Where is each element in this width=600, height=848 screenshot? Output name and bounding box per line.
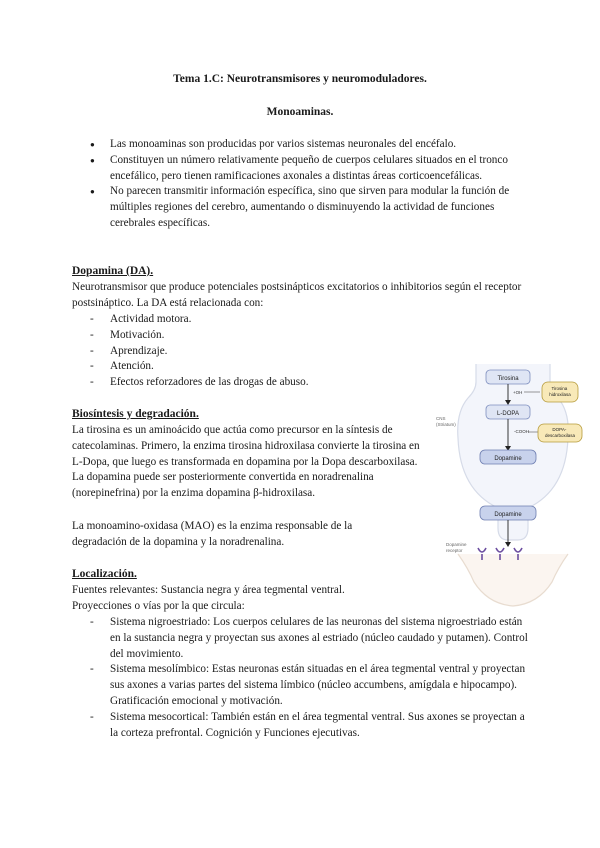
enzyme2-label: DOPA- descarboxilasa [544,427,576,438]
cns-label: CNS (Striatum) [436,416,456,427]
dopamina-item: - Aprendizaje. [90,344,410,360]
dopamina-heading: Dopamina (DA). [72,265,154,277]
ldopa-label: L-DOPA [497,411,519,417]
localizacion-line2: Proyecciones o vías por la que circula: [72,600,245,612]
pathway-item: - Sistema mesocortical: También están en el área tegmental ventral. Sus axones se proyectan a la corteza prefrontal. Cognición y Funciones ejecutivas. [90,710,530,742]
receptor-icon [514,548,522,552]
intro-bullet: ● Las monoaminas son producidas por varios sistemas neuronales del encéfalo. [90,137,520,153]
localizacion-heading: Localización. [72,568,137,580]
postsynaptic-membrane [458,554,568,606]
dopamina-item: - Actividad motora. [90,312,410,328]
biosintesis-text: La tirosina es un aminoácido que actúa como precursor en la síntesis de catecolaminas. Primero, la enzima tirosina hidroxilasa convierte la tirosina en L-Dopa, que luego es transformada en dopamina por la Dopa descarboxilasa. La dopamina puede ser posteriormente convertida en noradrenalina (norepinefrina) por la enzima dopamina β-hidroxilasa. [72,424,420,500]
oh-label: +OH [513,390,523,395]
pathway-item: - Sistema mesolímbico: Estas neuronas están situadas en el área tegmental ventral y proyectan sus axones a varias partes del sistema límbico (núcleo accumbens, amígdala e hipocampo). Gratificación emocional y motivación. [90,662,530,709]
pathway-item: - Sistema nigroestriado: Los cuerpos celulares de las neuronas del sistema nigroestriado están en la sustancia negra y proyectan sus axones al estriado (núcleo caudado y putamen). Control del movimiento. [90,615,530,662]
mao-text: La monoamino-oxidasa (MAO) es la enzima responsable de la degradación de la dopamina y la noradrenalina. [72,520,353,548]
receptor-icon [496,548,504,552]
intro-bullet-list [90,137,520,232]
enzyme1-label: Tirosina hidroxilasa [549,386,571,397]
vesicle-label: Dopamine [494,512,522,518]
dopamine-synthesis-diagram [428,360,600,610]
tirosina-label: Tirosina [497,376,519,382]
arrowhead [505,542,511,547]
dopamina-item: - Efectos reforzadores de las drogas de abuso. [90,375,410,391]
dopamina-item: - Atención. [90,359,410,375]
intro-bullet: ● No parecen transmitir información específica, sino que sirven para modular la función de múltiples regiones del cerebro, aumentando o disminuyendo la actividad de funciones cerebrales específicas. [90,184,520,231]
page-title: Tema 1.C: Neurotransmisores y neuromoduladores. [173,73,427,85]
biosintesis-heading: Biosíntesis y degradación. [72,408,199,420]
localizacion-list [90,615,530,741]
dopamina-text: Neurotransmisor que produce potenciales postsinápticos excitatorios o inhibitorios según el receptor postsináptico. La DA está relacionada con: [72,281,522,309]
receptor-label: Dopamine receptor [446,542,467,553]
page-subtitle: Monoaminas. [266,106,334,118]
receptor-icon [478,548,486,552]
dopamina-list [90,312,410,391]
localizacion-line1: Fuentes relevantes: Sustancia negra y área tegmental ventral. [72,584,345,596]
dopamina-item: - Motivación. [90,328,410,344]
intro-bullet: ● Constituyen un número relativamente pequeño de cuerpos celulares situados en el tronco encefálico, pero tienen ramificaciones axonales a distintas áreas corticoencefálicas. [90,153,520,185]
cooh-label: -COOH [514,429,529,434]
dopamine-label: Dopamine [494,456,522,462]
